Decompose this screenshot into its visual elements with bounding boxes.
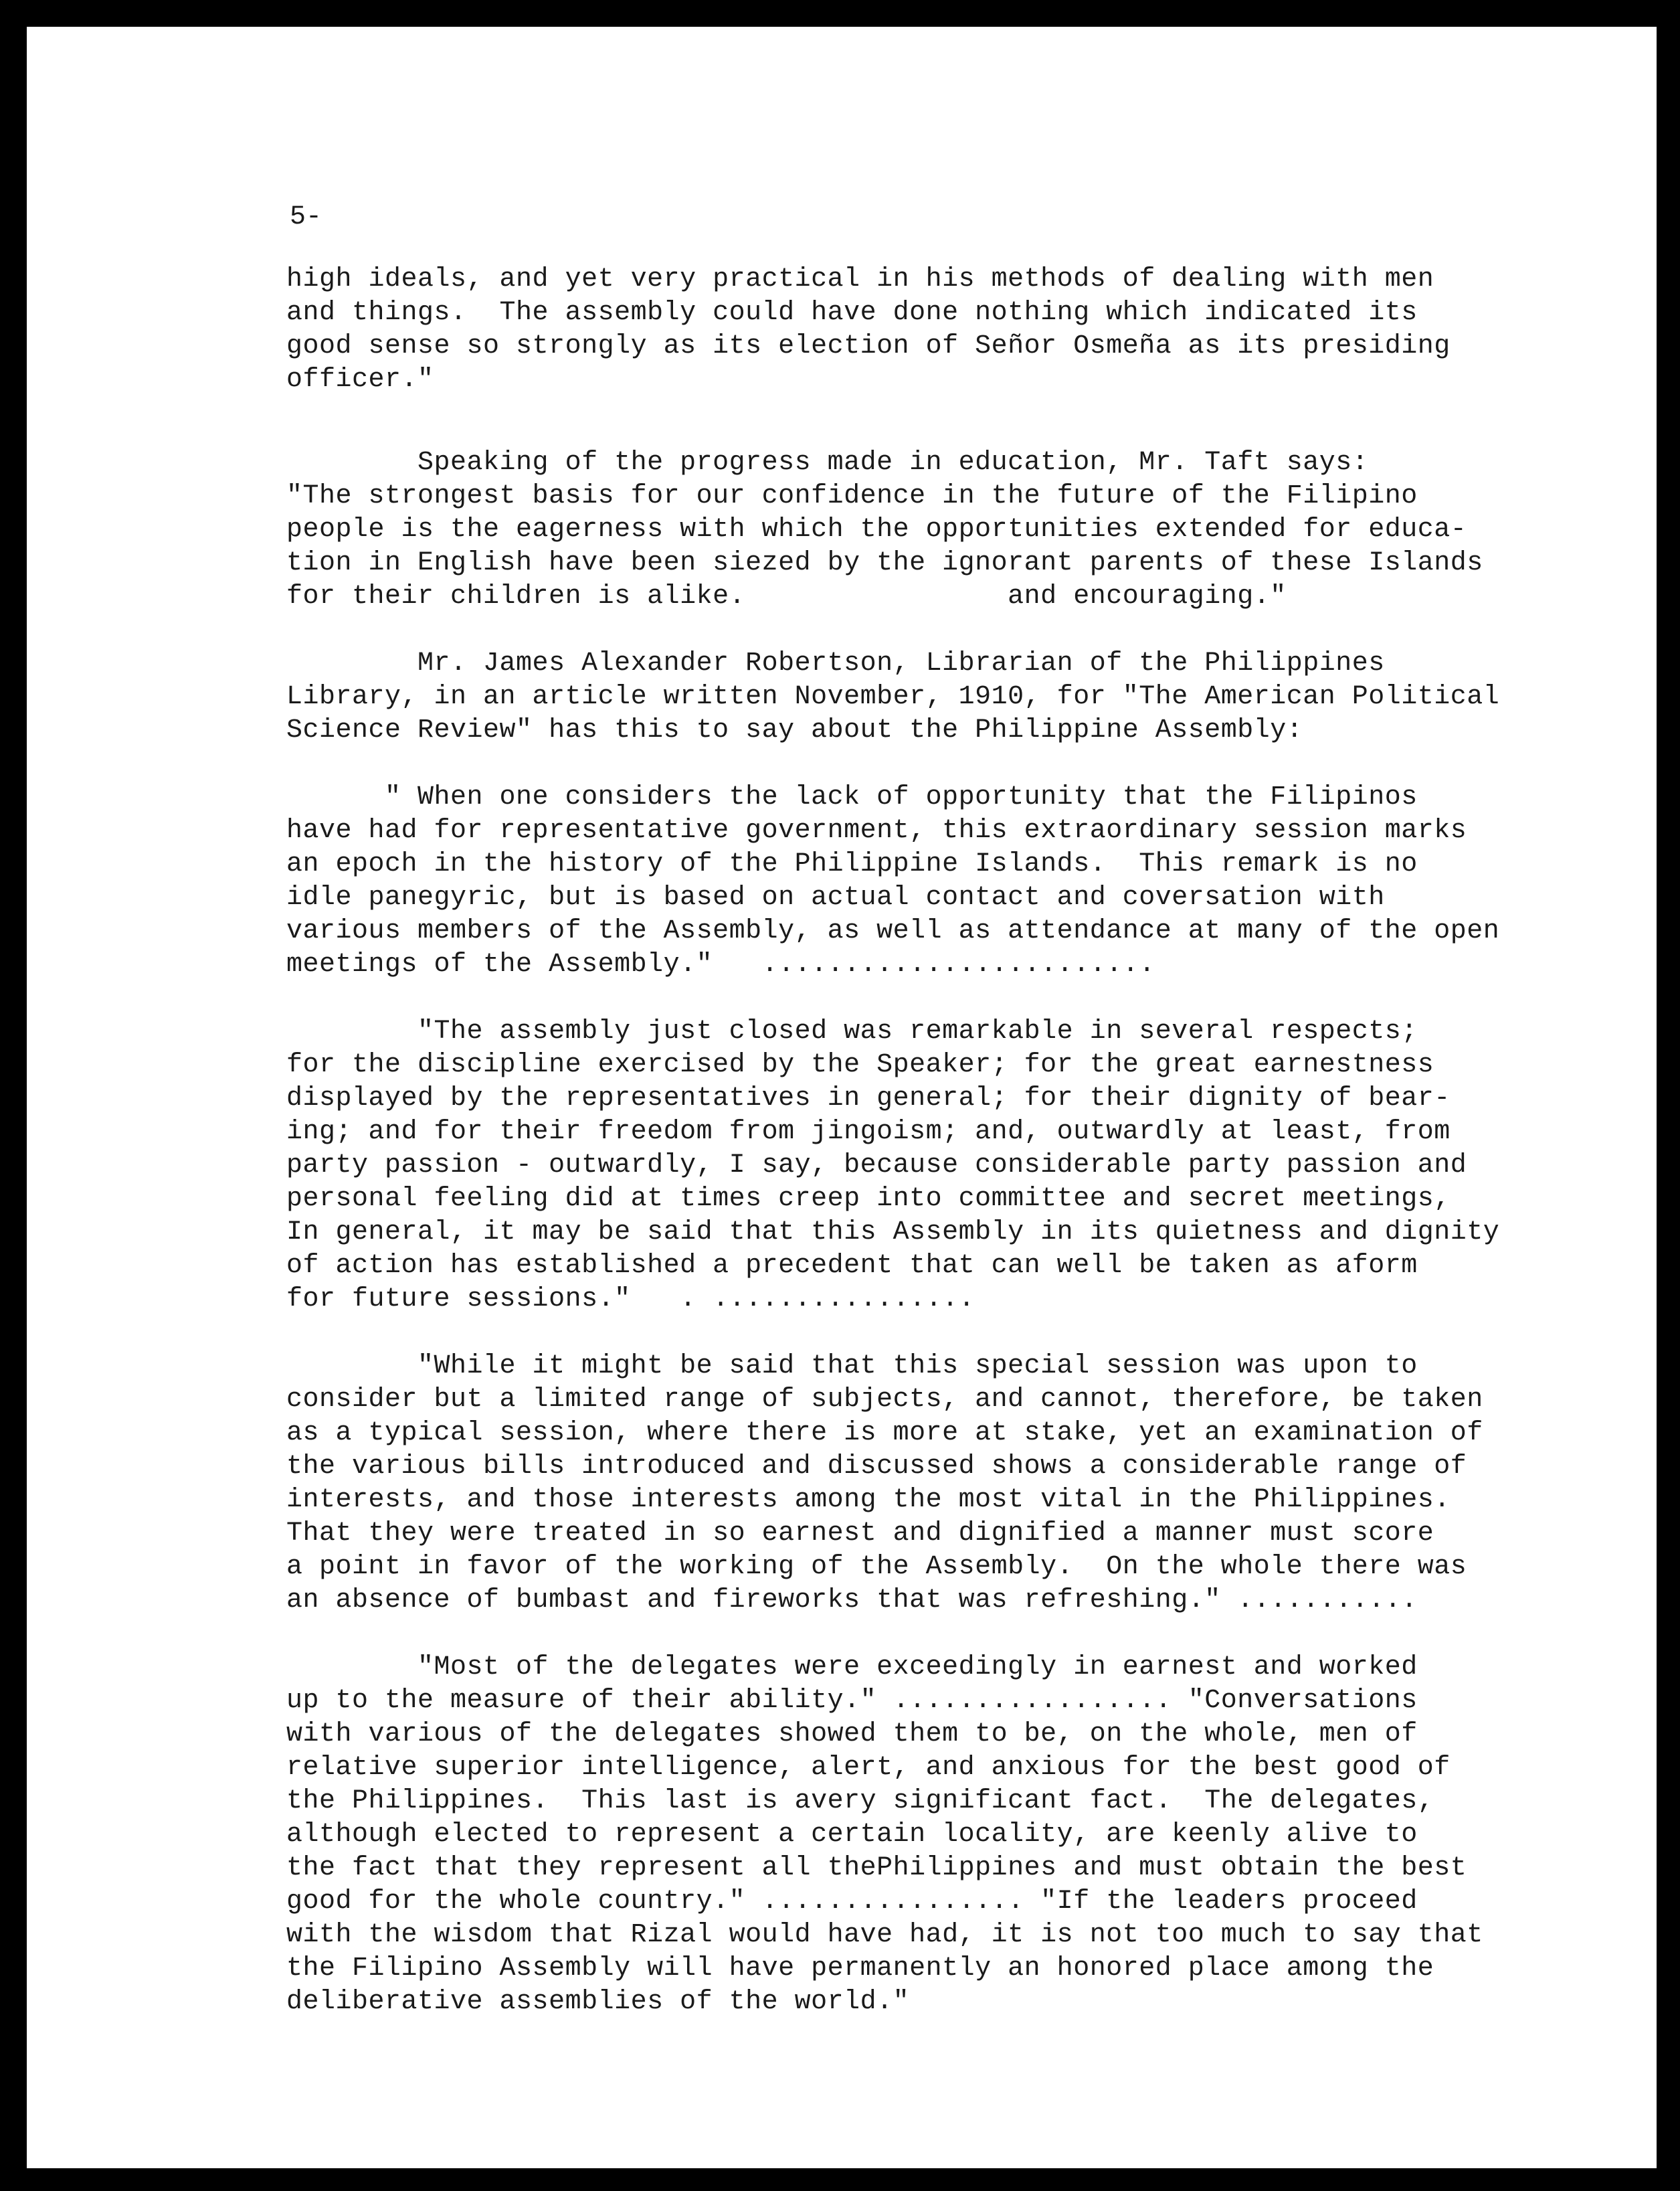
text-line: Mr. James Alexander Robertson, Librarian of the Philippines <box>286 648 1385 679</box>
text-line: meetings of the Assembly." ........................ <box>286 950 1155 980</box>
text-line: have had for representative government, this extraordinary session marks <box>286 816 1467 846</box>
text-line: and things. The assembly could have done nothing which indicated its <box>286 298 1418 328</box>
text-line: of action has established a precedent that can well be taken as aform <box>286 1251 1418 1281</box>
text-line: the fact that they represent all thePhilippines and must obtain the best <box>286 1853 1467 1883</box>
document-page <box>27 27 1657 2168</box>
text-line: an absence of bumbast and fireworks that was refreshing." ........... <box>286 1585 1418 1615</box>
text-line: That they were treated in so earnest and dignified a manner must score <box>286 1518 1434 1549</box>
text-line: In general, it may be said that this Assembly in its quietness and dignity <box>286 1217 1500 1247</box>
text-line: idle panegyric, but is based on actual contact and coversation with <box>286 883 1385 913</box>
text-line: high ideals, and yet very practical in his methods of dealing with men <box>286 264 1434 294</box>
text-line: ing; and for their freedom from jingoism; and, outwardly at least, from <box>286 1117 1451 1147</box>
text-line: tion in English have been siezed by the ignorant parents of these Islands <box>286 548 1483 578</box>
text-line: "Most of the delegates were exceedingly in earnest and worked <box>286 1652 1418 1682</box>
text-line: various members of the Assembly, as well as attendance at many of the open <box>286 916 1500 946</box>
text-line: a point in favor of the working of the Assembly. On the whole there was <box>286 1552 1467 1582</box>
text-line: consider but a limited range of subjects, and cannot, therefore, be taken <box>286 1385 1483 1415</box>
text-line: an epoch in the history of the Philippine Islands. This remark is no <box>286 849 1418 879</box>
text-line: interests, and those interests among the most vital in the Philippines. <box>286 1485 1451 1515</box>
text-line: officer." <box>286 365 434 395</box>
text-line: "The strongest basis for our confidence in the future of the Filipino <box>286 481 1418 511</box>
text-line: " When one considers the lack of opportunity that the Filipinos <box>286 782 1418 812</box>
text-line: for their children is alike. and encouraging." <box>286 582 1287 612</box>
page-number: 5- <box>290 202 322 232</box>
text-line: deliberative assemblies of the world." <box>286 1987 910 2017</box>
text-line: the various bills introduced and discussed shows a considerable range of <box>286 1452 1467 1482</box>
text-line: displayed by the representatives in general; for their dignity of bear- <box>286 1083 1451 1114</box>
text-line: good sense so strongly as its election of Señor Osmeña as its presiding <box>286 331 1451 361</box>
text-line: Library, in an article written November, 1910, for "The American Political <box>286 682 1500 712</box>
text-line: "The assembly just closed was remarkable in several respects; <box>286 1017 1418 1047</box>
text-line: up to the measure of their ability." ................. "Conversations <box>286 1686 1418 1716</box>
text-line: with the wisdom that Rizal would have had, it is not too much to say that <box>286 1920 1483 1950</box>
text-line: the Filipino Assembly will have permanently an honored place among the <box>286 1953 1434 1984</box>
text-line: for the discipline exercised by the Speaker; for the great earnestness <box>286 1050 1434 1080</box>
text-line: Science Review" has this to say about the Philippine Assembly: <box>286 715 1303 746</box>
text-line: as a typical session, where there is more at stake, yet an examination of <box>286 1418 1483 1448</box>
text-line: relative superior intelligence, alert, and anxious for the best good of <box>286 1753 1451 1783</box>
text-line: people is the eagerness with which the opportunities extended for educa- <box>286 515 1467 545</box>
text-line: personal feeling did at times creep into committee and secret meetings, <box>286 1184 1451 1214</box>
text-line: good for the whole country." ................ "If the leaders proceed <box>286 1887 1418 1917</box>
text-line: with various of the delegates showed them to be, on the whole, men of <box>286 1719 1418 1749</box>
text-line: "While it might be said that this special session was upon to <box>286 1351 1418 1381</box>
text-line: the Philippines. This last is avery significant fact. The delegates, <box>286 1786 1434 1816</box>
text-line: party passion - outwardly, I say, because considerable party passion and <box>286 1150 1467 1180</box>
text-line: for future sessions." . ................ <box>286 1284 975 1314</box>
text-line: although elected to represent a certain locality, are keenly alive to <box>286 1820 1418 1850</box>
text-line: Speaking of the progress made in education, Mr. Taft says: <box>286 448 1369 478</box>
